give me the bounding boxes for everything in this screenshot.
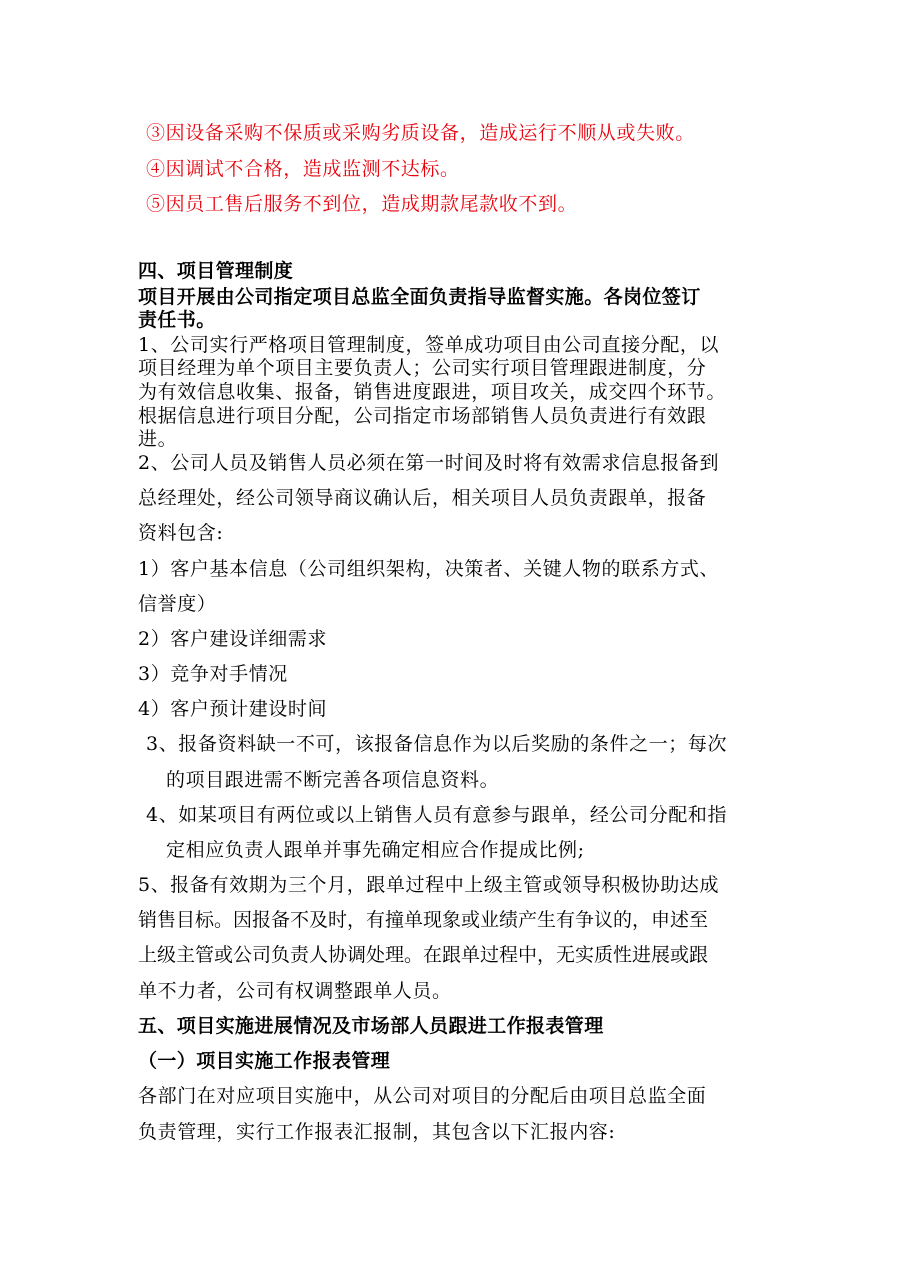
sub-item: 1）客户基本信息（公司组织架构，决策者、关键人物的联系方式、 (138, 558, 720, 580)
risk-item-3: ③因设备采购不保质或采购劣质设备，造成运行不顺从或失败。 (146, 122, 695, 144)
paragraph-1-line: 1、公司实行严格项目管理制度，签单成功项目由公司直接分配，以 (138, 334, 720, 356)
sub-item: 4）客户预计建设时间 (138, 698, 328, 720)
paragraph-5-line: 5、报备有效期为三个月，跟单过程中上级主管或领导积极协助达成 (138, 874, 720, 896)
paragraph-2-line: 资料包含: (138, 522, 224, 544)
paragraph-1-line: 为有效信息收集、报备，销售进度跟进，项目攻关，成交四个环节。 (138, 381, 727, 403)
section4-intro-line1: 项目开展由公司指定项目总监全面负责指导监督实施。各岗位签订 (138, 286, 701, 308)
section5-subheading: （一）项目实施工作报表管理 (138, 1050, 391, 1072)
section4-intro-line2: 责任书。 (138, 309, 216, 331)
section5-heading: 五、项目实施进展情况及市场部人员跟进工作报表管理 (138, 1015, 604, 1037)
risk-item-4: ④因调试不合格，造成监测不达标。 (146, 158, 460, 180)
sub-item: 信誉度） (138, 593, 217, 615)
risk-item-5: ⑤因员工售后服务不到位，造成期款尾款收不到。 (146, 193, 578, 215)
paragraph-2-line: 总经理处，经公司领导商议确认后，相关项目人员负责跟单，报备 (138, 487, 707, 509)
sub-item: 2）客户建设详细需求 (138, 628, 328, 650)
section4-heading: 四、项目管理制度 (138, 260, 294, 282)
paragraph-5-line: 单不力者，公司有权调整跟单人员。 (138, 980, 452, 1002)
paragraph-1-line: 项目经理为单个项目主要负责人；公司实行项目管理跟进制度，分 (138, 357, 707, 379)
paragraph-4-line: 定相应负责人跟单并事先确定相应合作提成比例; (166, 839, 585, 861)
section5-body-line: 负责管理，实行工作报表汇报制，其包含以下汇报内容: (138, 1121, 616, 1143)
paragraph-3-line: 3、报备资料缺一不可，该报备信息作为以后奖励的条件之一；每次 (146, 733, 728, 755)
section5-body-line: 各部门在对应项目实施中，从公司对项目的分配后由项目总监全面 (138, 1085, 707, 1107)
paragraph-1-line: 进。 (138, 428, 178, 450)
paragraph-3-line: 的项目跟进需不断完善各项信息资料。 (166, 769, 500, 791)
sub-item: 3）竞争对手情况 (138, 663, 288, 685)
paragraph-4-line: 4、如某项目有两位或以上销售人员有意参与跟单，经公司分配和指 (146, 804, 728, 826)
paragraph-5-line: 销售目标。因报备不及时，有撞单现象或业绩产生有争议的，申述至 (138, 909, 709, 931)
paragraph-2-line: 2、公司人员及销售人员必须在第一时间及时将有效需求信息报备到 (138, 452, 720, 474)
paragraph-1-line: 根据信息进行项目分配，公司指定市场部销售人员负责进行有效跟 (138, 405, 707, 427)
paragraph-5-line: 上级主管或公司负责人协调处理。在跟单过程中，无实质性进展或跟 (138, 944, 709, 966)
